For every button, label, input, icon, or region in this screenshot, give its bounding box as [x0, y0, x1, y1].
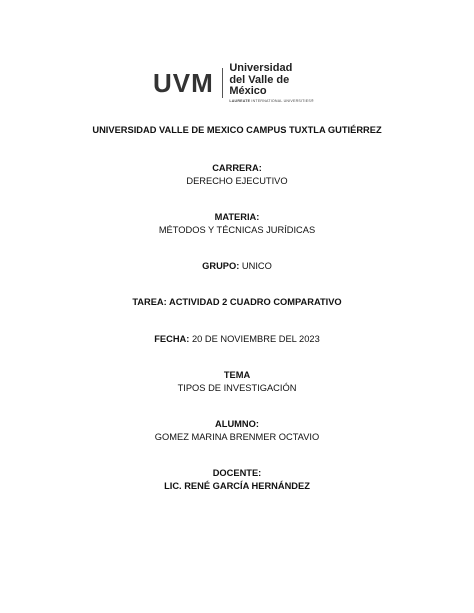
logo-tag-strong: LAUREATE — [229, 98, 251, 103]
logo-mark: UVM — [153, 68, 214, 98]
logo-text — [229, 63, 323, 104]
fecha-value: 20 DE NOVIEMBRE DEL 2023 — [189, 334, 320, 344]
docente-section — [0, 467, 474, 493]
alumno-section — [0, 418, 474, 444]
logo-tag-rest: INTERNATIONAL UNIVERSITIES® — [250, 98, 314, 103]
alumno-value: GOMEZ MARINA BRENMER OCTAVIO — [154, 432, 320, 442]
tarea-line: TAREA: ACTIVIDAD 2 CUADRO COMPARATIVO — [132, 297, 342, 307]
tema-label: TEMA — [223, 370, 251, 380]
institution-title: UNIVERSIDAD VALLE DE MEXICO CAMPUS TUXTLA GUTIÉRREZ — [92, 125, 382, 135]
logo-line1: Universidad — [229, 61, 293, 74]
logo-divider — [222, 68, 223, 98]
logo-line2: del Valle de México — [229, 73, 290, 97]
fecha-section — [0, 333, 474, 346]
tema-section — [0, 369, 474, 395]
grupo-value: UNICO — [239, 261, 272, 271]
materia-value: MÉTODOS Y TÉCNICAS JURÍDICAS — [158, 225, 316, 235]
materia-section — [0, 211, 474, 237]
carrera-label: CARRERA: — [212, 163, 262, 173]
carrera-section — [0, 162, 474, 188]
tema-value: TIPOS DE INVESTIGACIÓN — [177, 383, 297, 393]
docente-value: LIC. RENÉ GARCÍA HERNÁNDEZ — [164, 481, 310, 491]
docente-label: DOCENTE: — [212, 468, 262, 478]
grupo-label: GRUPO: — [202, 261, 240, 271]
logo-tagline — [229, 100, 323, 104]
alumno-label: ALUMNO: — [215, 419, 259, 429]
fecha-label: FECHA: — [154, 334, 190, 344]
grupo-section — [0, 260, 474, 273]
carrera-value: DERECHO EJECUTIVO — [186, 176, 288, 186]
materia-label: MATERIA: — [214, 212, 260, 222]
uvm-logo — [153, 61, 323, 103]
